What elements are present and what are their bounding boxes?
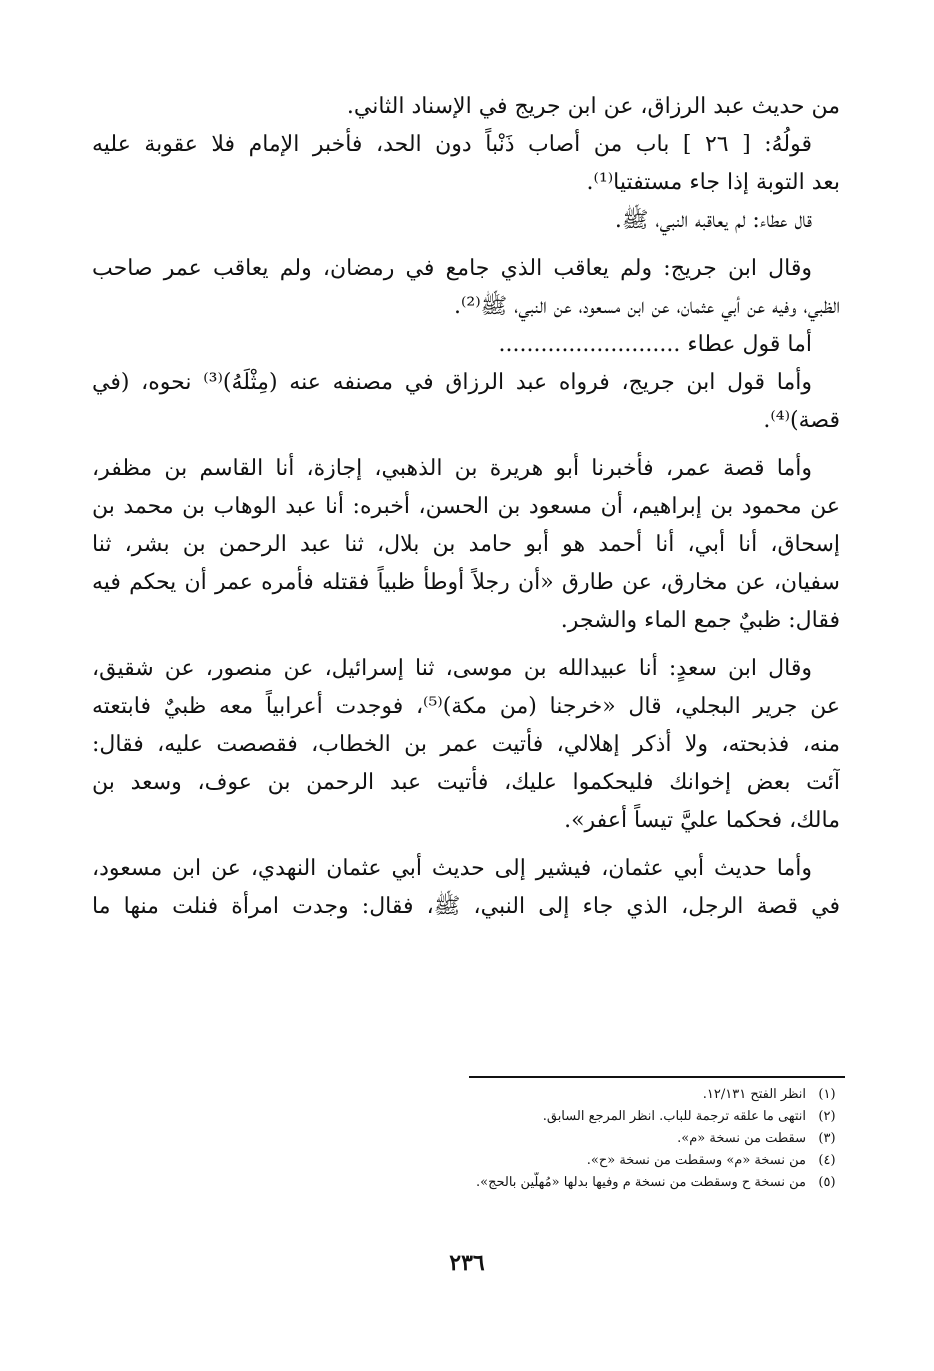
paragraph-gap [92, 240, 840, 250]
paragraph-gap [92, 440, 840, 450]
footnote-divider [469, 1076, 845, 1078]
footnote-text: انتهى ما علقه ترجمة للباب. انظر المرجع السابق. [542, 1109, 806, 1124]
paragraph-gap [92, 840, 840, 850]
text-line: منه، فذبحته، ولا أذكر إهلالي، فأتيت عمر بن الخطاب، فقصصت عليه، فقال: [92, 732, 840, 757]
footnote-text: سقطت من نسخة «م». [677, 1131, 806, 1146]
text-line: قولُهُ: [ ٢٦ ] باب من أصاب ذَنْباً دون الحد، فأخبر الإمام فلا عقوبة عليه [92, 132, 812, 157]
text-line: مالك، فحكما عليَّ تيساً أعفر». [564, 808, 840, 833]
footnote-number: (٢) [818, 1109, 836, 1124]
text-line: عن جرير البجلي، قال «خرجنا (من مكة)⁽⁵⁾، فوجدت أعرابياً معه ظبيٌ فابتعته [92, 694, 840, 719]
text-line: من حديث عبد الرزاق، عن ابن جريج في الإسناد الثاني. [346, 94, 840, 119]
text-line: سفيان، عن مخارق، عن طارق «أن رجلاً أوطأ ظبياً فقتله فأمره عمر أن يحكم فيه [92, 570, 840, 595]
footnote-text: من نسخة ح وسقطت من نسخة م وفيها بدلها «مُهلّين بالحج». [476, 1175, 806, 1190]
footnote [300, 1150, 848, 1172]
text-line: في قصة الرجل، الذي جاء إلى النبي، ﷺ، فقال: وجدت امرأة فنلت منها ما [92, 894, 840, 919]
text-line: إسحاق، أنا أبي، أنا أحمد هو أبو حامد بن بلال، ثنا عبد الرحمن بن بشر، ثنا [92, 532, 840, 557]
page-number: ٢٣٦ [449, 1250, 485, 1276]
text-line: أما قول عطاء .......................... [498, 332, 812, 357]
footnote [300, 1084, 848, 1106]
main-text [92, 88, 840, 926]
text-line: وقال ابن سعدٍ: أنا عبيدالله بن موسى، ثنا إسرائيل، عن منصور، عن شقيق، [92, 656, 812, 681]
footnote-number: (٣) [818, 1131, 836, 1146]
paragraph-gap [92, 640, 840, 650]
text-line: بعد التوبة إذا جاء مستفتيا⁽¹⁾. [586, 170, 840, 195]
footnotes [300, 1084, 848, 1194]
text-line: فقال: ظبيٌ جمع الماء والشجر. [560, 608, 840, 633]
footnote-text: انظر الفتح ١٢/١٣١. [702, 1087, 806, 1102]
footnote-number: (٥) [818, 1175, 836, 1190]
text-line: وأما حديث أبي عثمان، فيشير إلى حديث أبي عثمان النهدي، عن ابن مسعود، [92, 856, 812, 881]
text-line: قصة)⁽⁴⁾. [763, 408, 840, 433]
footnote [300, 1128, 848, 1150]
text-line: وأما قصة عمر، فأخبرنا أبو هريرة بن الذهبي، إجازة، أنا القاسم بن مظفر، [92, 456, 812, 481]
text-line: وقال ابن جريج: ولم يعاقب الذي جامع في رمضان، ولم يعاقب عمر صاحب [92, 256, 812, 281]
footnote-number: (١) [818, 1087, 836, 1102]
text-line: آئت بعض إخوانك فليحكموا عليك، فأتيت عبد الرحمن بن عوف، وسعد بن [92, 770, 840, 795]
footnote-number: (٤) [818, 1153, 836, 1168]
text-line: قال عطاء: لم يعاقبه النبي، ﷺ. [614, 208, 812, 233]
text-line: عن محمود بن إبراهيم، أن مسعود بن الحسن، أخبره: أنا عبد الوهاب بن محمد بن [92, 494, 840, 519]
footnote [300, 1106, 848, 1128]
footnote [300, 1172, 848, 1194]
text-line: الظبي، وفيه عن أبي عثمان، عن ابن مسعود، عن النبي، ﷺ⁽²⁾. [453, 294, 840, 319]
footnote-text: من نسخة «م» وسقطت من نسخة «ح». [586, 1153, 806, 1168]
text-line: وأما قول ابن جريج، فرواه عبد الرزاق في مصنفه عنه (مِثْلَهُ)⁽³⁾ نحوه، (في [92, 370, 812, 395]
